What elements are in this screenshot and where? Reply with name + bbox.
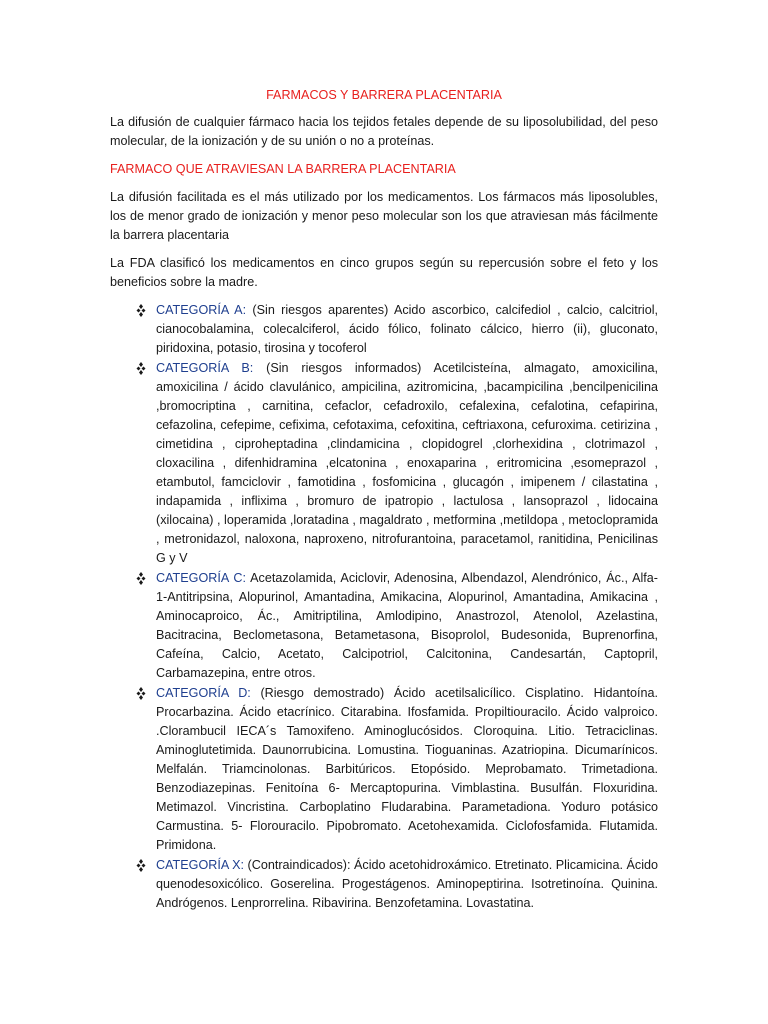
document-title: FARMACOS Y BARRERA PLACENTARIA [266, 88, 502, 102]
four-diamond-bullet-icon [133, 359, 149, 378]
four-diamond-bullet-icon [133, 856, 149, 875]
four-diamond-bullet-icon [133, 684, 149, 703]
category-label: CATEGORÍA A: [156, 303, 247, 317]
category-item-b [110, 359, 658, 568]
paragraph-diffusion: La difusión facilitada es el más utilizado por los medicamentos. Los fármacos más liposolubles, los de menor grado de ionización y menor peso molecular son los que atraviesan más fácilmente la barrera placentaria [110, 190, 658, 242]
category-item-a [110, 301, 658, 358]
category-text: (Sin riesgos informados) Acetilcisteína, almagato, amoxicilina, amoxicilina / ácido clavulánico, ampicilina, azitromicina, ,bacampicilina ,bencilpenicilina ,bromocriptina , carnitina, cefaclor, cefadroxilo, cefalexina, cefalotina, cefapirina, cefazolina, cefepime, cefixima, cefotaxima, cefoxitina, ceftriaxona, cefuroxima. cetirizina , cimetidina , ciproheptadina ,clindamicina , clopidogrel ,clorhexidina , clotrimazol , cloxacilina , difenhidramina ,elcatonina , enoxaparina , eritromicina ,esomeprazol , etambutol, famciclovir , famotidina , fosfomicina , glucagón , imipenem / cilastatina , indapamida , infliximа , bromuro de ipatropio , lactulosa , lansoprazol , lidocaina (xilocaina) , loperamida ,loratadina , magaldrato , metformina ,metildopa , metoclopramida , metronidazol, naloxona, naproxeno, nitrofurantoina, paracetamol, ranitidina, Penicilinas G y V [156, 361, 658, 565]
category-list [110, 301, 658, 913]
section-subtitle: FARMACO QUE ATRAVIESAN LA BARRERA PLACENTARIA [110, 162, 456, 176]
category-item-x [110, 856, 658, 913]
category-text: (Sin riesgos aparentes) Acido ascorbico, calcifediol , calcio, calcitriol, cianocobalamina, colecalciferol, ácido fólico, folinato cálcico, hierro (ii), gluconato, piridoxina, potasio, tirosina y tocoferol [156, 303, 658, 355]
category-item-d [110, 684, 658, 855]
category-text: Acetazolamida, Aciclovir, Adenosina, Albendazol, Alendrónico, Ác., Alfa-1-Antitripsina, Alopurinol, Amantadina, Amikacina, Alopurinol, Amantadina, Amikacina , Aminocaproico, Ác., Amitriptilina, Amlodipino, Anastrozol, Atenolol, Azelastina, Bacitracina, Beclometasona, Betametasona, Bisoprolol, Budesonida, Buprenorfina, Cafeína, Calcio, Acetato, Calcipotriol, Calcitonina, Candesartán, Captopril, Carbamazepina, entre otros. [156, 571, 659, 680]
category-label: CATEGORÍA X: [156, 858, 244, 872]
four-diamond-bullet-icon [133, 569, 149, 588]
category-text: (Riesgo demostrado) Ácido acetilsalicílico. Cisplatino. Hidantoína. Procarbazina. Ácido etacrínico. Citarabina. Ifosfamida. Propiltiouracilo. Ácido valproico. .Clorambucil IECA´s Tamoxifeno. Aminoglucósidos. Cloroquina. Litio. Tetraciclinas. Aminoglutetimida. Daunorrubicina. Lomustina. Tioguaninas. Azatriopina. Dicumarínicos. Melfalán. Triamcinolonas. Barbitúricos. Etopósido. Meprobamato. Trimetadiona. Benzodiazepinas. Fenitoína 6- Mercaptopurina. Vimblastina. Busulfán. Floxuridina. Metimazol. Vincristina. Carboplatino Fludarabina. Parametadiona. Yoduro potásico Carmustina. 5- Florouracilo. Pipobromato. Acetohexamida. Ciclofosfamida. Flutamida. Primidona. [156, 686, 658, 852]
intro-paragraph: La difusión de cualquier fármaco hacia los tejidos fetales depende de su liposolubilidad, del peso molecular, de la ionización y de su unión o no a proteínas. [110, 115, 658, 148]
category-label: CATEGORÍA D: [156, 686, 251, 700]
category-label: CATEGORÍA B: [156, 361, 254, 375]
category-label: CATEGORÍA C: [156, 571, 246, 585]
category-item-c [110, 569, 658, 683]
four-diamond-bullet-icon [133, 301, 149, 320]
paragraph-fda: La FDA clasificó los medicamentos en cinco grupos según su repercusión sobre el feto y los beneficios sobre la madre. [110, 256, 658, 289]
category-text: (Contraindicados): Ácido acetohidroxámico. Etretinato. Plicamicina. Ácido quenodesoxicólico. Goserelina. Progestágenos. Aminopeptirina. Isotretinoína. Quinina. Andrógenos. Lenprorrelina. Ribavirina. Benzofetamina. Lovastatina. [156, 858, 658, 910]
